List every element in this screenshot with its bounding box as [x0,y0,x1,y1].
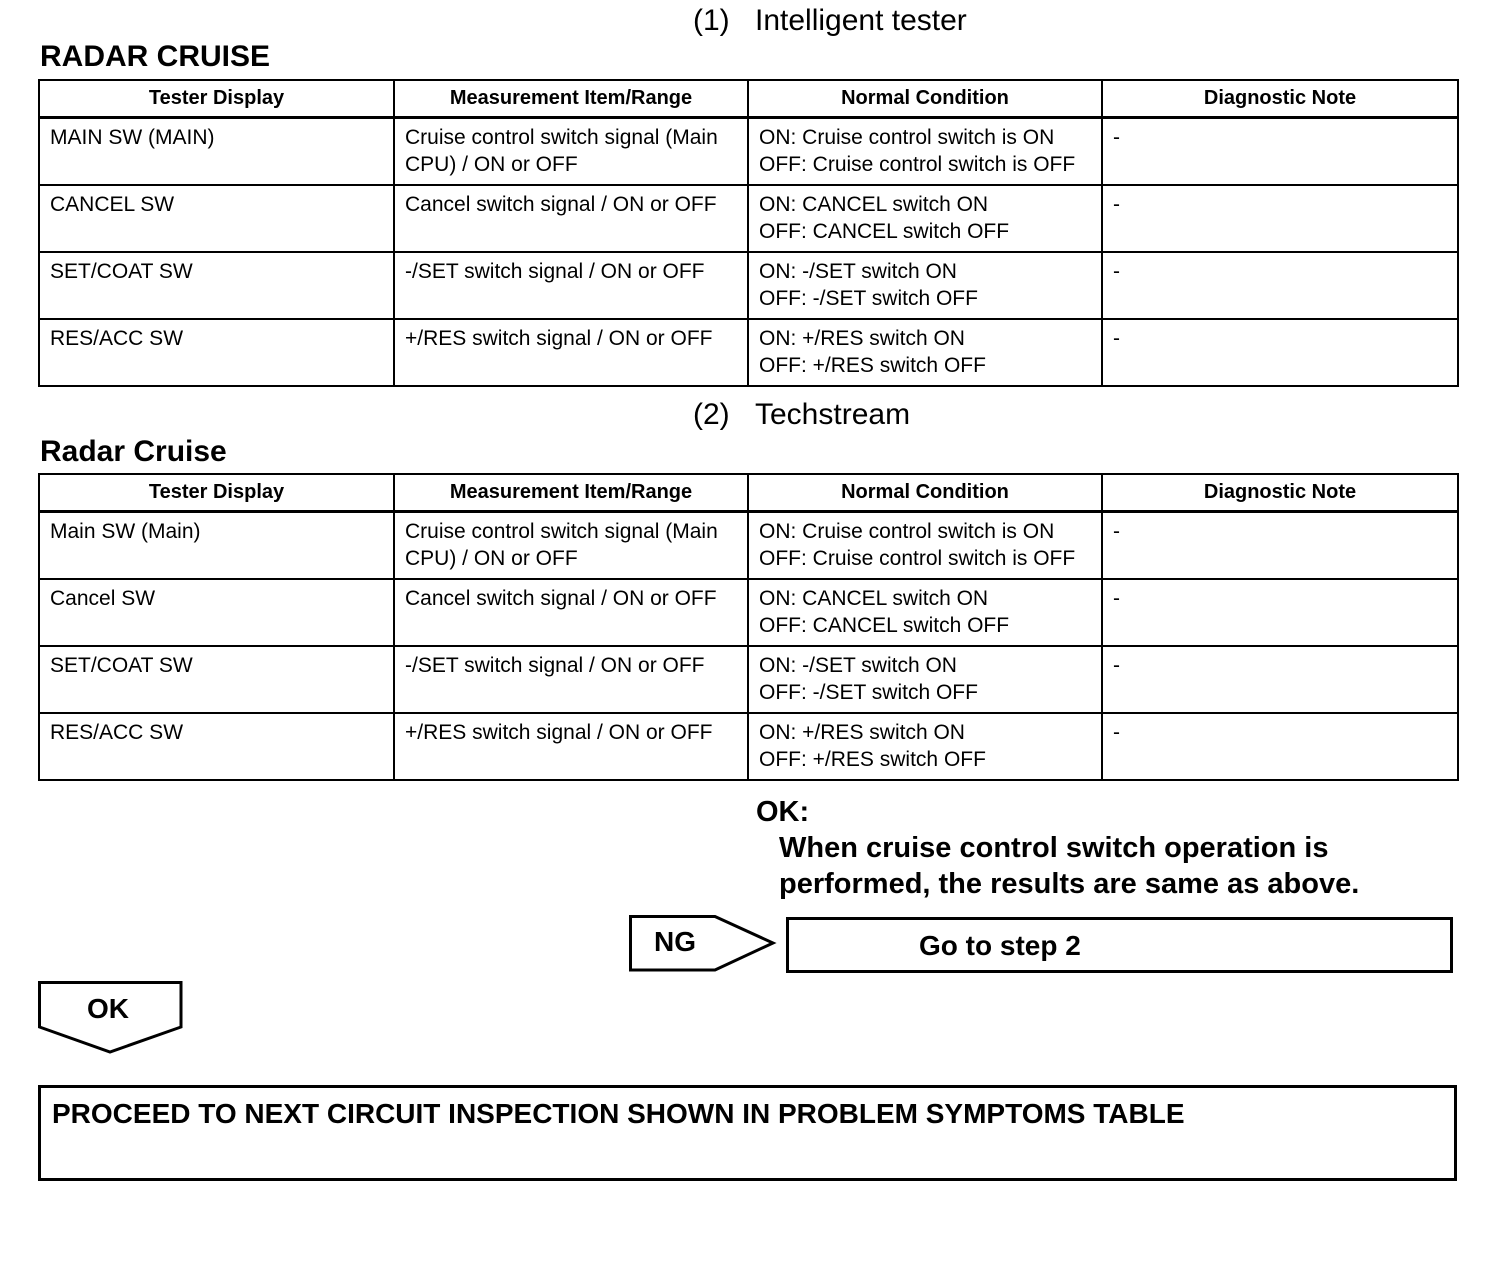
condition-line: ON: +/RES switch ON [759,721,965,744]
table-row [39,252,1458,319]
condition-line: ON: -/SET switch ON [759,654,957,677]
measurement-line: Cancel switch signal / ON or OFF [405,587,717,610]
measurement-line: +/RES switch signal / ON or OFF [405,327,713,350]
ok-condition-note [756,794,1359,902]
condition-line: ON: -/SET switch ON [759,260,957,283]
diagnostic-note-cell: - [1102,252,1458,319]
measurement-cell [394,319,748,386]
normal-condition-cell [748,713,1102,780]
table-row [39,118,1458,186]
measurement-line: +/RES switch signal / ON or OFF [405,721,713,744]
condition-line: ON: CANCEL switch ON [759,587,989,610]
column-header: Tester Display [39,474,394,512]
tester-display-cell: CANCEL SW [39,185,394,252]
goto-step-label: Go to step 2 [919,930,1081,961]
section2-number: (2) [693,398,730,431]
normal-condition-cell [748,646,1102,713]
ok-message-line: performed, the results are same as above. [779,868,1360,900]
tester-display-cell: MAIN SW (MAIN) [39,118,394,186]
measurement-line: CPU) / ON or OFF [405,153,578,176]
ok-message-line: When cruise control switch operation is [779,832,1329,864]
condition-line: OFF: +/RES switch OFF [759,354,986,377]
section1-heading: RADAR CRUISE [40,40,271,73]
tester-display-cell: RES/ACC SW [39,319,394,386]
measurement-line: -/SET switch signal / ON or OFF [405,260,705,283]
measurement-cell [394,185,748,252]
normal-condition-cell [748,512,1102,580]
table-header-row [39,474,1458,512]
condition-line: OFF: -/SET switch OFF [759,681,978,704]
condition-line: OFF: +/RES switch OFF [759,748,986,771]
section1-subtitle [693,4,967,38]
section1-subtitle-text: Intelligent tester [755,4,967,37]
section2-subtitle [693,398,910,432]
measurement-cell [394,579,748,646]
column-header: Diagnostic Note [1102,474,1458,512]
measurement-cell [394,118,748,186]
table-row [39,319,1458,386]
ok-label-tag: OK [87,993,129,1024]
ok-arrow-tag[interactable] [38,981,184,1055]
tester-display-cell: RES/ACC SW [39,713,394,780]
table-header-row [39,80,1458,118]
condition-line: ON: CANCEL switch ON [759,193,989,216]
column-header: Normal Condition [748,474,1102,512]
section1-number: (1) [693,4,730,37]
condition-line: OFF: Cruise control switch is OFF [759,547,1076,570]
condition-line: OFF: Cruise control switch is OFF [759,153,1076,176]
normal-condition-cell [748,185,1102,252]
diagnostic-note-cell: - [1102,713,1458,780]
measurement-line: Cancel switch signal / ON or OFF [405,193,717,216]
table-row [39,579,1458,646]
normal-condition-cell [748,118,1102,186]
proceed-instruction-text: PROCEED TO NEXT CIRCUIT INSPECTION SHOWN IN PROBLEM SYMPTOMS TABLE [52,1098,1185,1129]
section2-subtitle-text: Techstream [755,398,911,431]
column-header: Tester Display [39,80,394,118]
column-header: Diagnostic Note [1102,80,1458,118]
proceed-instruction-box [38,1085,1457,1181]
diagnostic-note-cell: - [1102,646,1458,713]
column-header: Measurement Item/Range [394,474,748,512]
diagnostic-note-cell: - [1102,579,1458,646]
condition-line: OFF: CANCEL switch OFF [759,614,1010,637]
diagnostic-note-cell: - [1102,512,1458,580]
ng-arrow-tag[interactable] [629,915,777,973]
ng-label: NG [654,926,696,957]
measurement-line: Cruise control switch signal (Main [405,126,718,149]
column-header: Normal Condition [748,80,1102,118]
normal-condition-cell [748,319,1102,386]
measurement-line: Cruise control switch signal (Main [405,520,718,543]
measurement-cell [394,713,748,780]
table-row [39,646,1458,713]
diagnostic-note-cell: - [1102,319,1458,386]
condition-line: ON: Cruise control switch is ON [759,126,1055,149]
condition-line: ON: Cruise control switch is ON [759,520,1055,543]
table-row [39,512,1458,580]
measurement-cell [394,512,748,580]
measurement-cell [394,252,748,319]
right-arrow-icon [629,915,777,973]
table-row [39,185,1458,252]
ok-label: OK: [756,796,810,828]
tester-display-cell: Cancel SW [39,579,394,646]
section2-heading: Radar Cruise [40,435,227,468]
diagnostic-note-cell: - [1102,185,1458,252]
condition-line: OFF: -/SET switch OFF [759,287,978,310]
measurement-line: -/SET switch signal / ON or OFF [405,654,705,677]
condition-line: OFF: CANCEL switch OFF [759,220,1010,243]
section2-table [38,473,1459,781]
tester-display-cell: SET/COAT SW [39,646,394,713]
normal-condition-cell [748,252,1102,319]
table-row [39,713,1458,780]
measurement-line: CPU) / ON or OFF [405,547,578,570]
condition-line: ON: +/RES switch ON [759,327,965,350]
tester-display-cell: Main SW (Main) [39,512,394,580]
normal-condition-cell [748,579,1102,646]
section1-table [38,79,1459,387]
tester-display-cell: SET/COAT SW [39,252,394,319]
goto-step-box[interactable] [786,917,1453,973]
measurement-cell [394,646,748,713]
column-header: Measurement Item/Range [394,80,748,118]
diagnostic-note-cell: - [1102,118,1458,186]
